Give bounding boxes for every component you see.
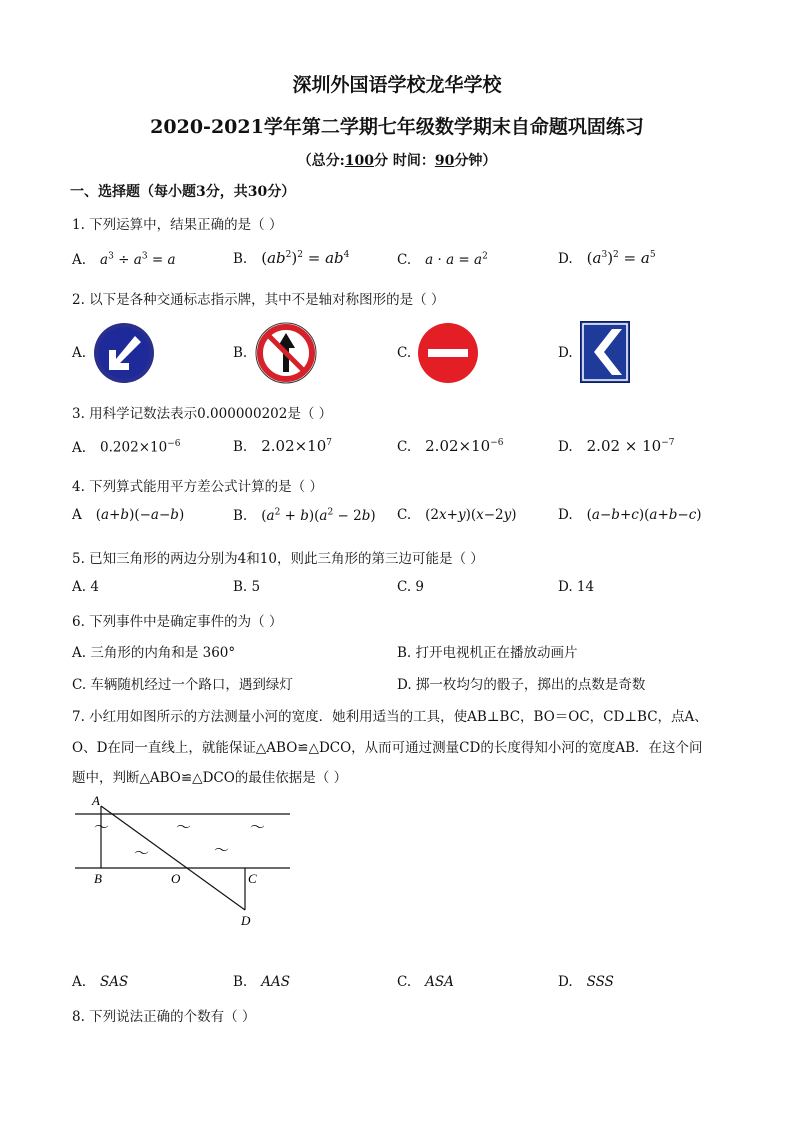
q1-option-c: C. $a \cdot a = a^2$ [397, 251, 488, 268]
q6-option-d: D. 掷一枚均匀的骰子，掷出的点数是奇数 [397, 677, 646, 693]
q6-option-a: A. 三角形的内角和是 360° [72, 645, 236, 661]
total-score: 100 [344, 153, 375, 169]
point-a-label: A [92, 793, 100, 808]
question-8: 8. 下列说法正确的个数有（ ） [72, 1009, 256, 1025]
q2-option-c-label: C. [397, 345, 412, 361]
question-3: 3. 用科学记数法表示0.000000202是（ ） [72, 406, 333, 422]
q4-option-d: D. (a−b+c)(a+b−c) [558, 507, 702, 523]
question-7-line-3: 题中，判断△ABO≌△DCO的最佳依据是（ ） [72, 770, 348, 786]
q3-option-d: D. $2.02 \times 10^{-7}$ [558, 437, 675, 455]
question-2: 2. 以下是各种交通标志指示牌，其中不是轴对称图形的是（ ） [72, 292, 445, 308]
q1-option-b: B. $(ab^2)^2 = ab^4$ [233, 249, 350, 267]
q4-option-c: C. (2x+y)(x−2y) [397, 507, 517, 523]
q4-option-a: A (a+b)(−a−b) [72, 507, 185, 523]
question-7-line-1: 7. 小红用如图所示的方法测量小河的宽度．她利用适当的工具，使AB⊥BC，BO＝OC，CD⊥BC，点A、 [72, 709, 708, 725]
question-7-line-2: O、D在同一直线上，就能保证△ABO≌△DCO，从而可通过测量CD的长度得知小河的宽度AB．在这个问 [72, 740, 703, 756]
exam-meta: （总分:100分 时间：90分钟） [297, 153, 497, 169]
question-5: 5. 已知三角形的两边分别为4和10，则此三角形的第三边可能是（ ） [72, 551, 484, 567]
down-left-arrow-sign-icon [93, 322, 155, 384]
no-entry-sign-icon [417, 322, 479, 384]
wave-mark: ～ [250, 818, 266, 836]
q2-option-b-label: B. [233, 345, 248, 361]
q5-option-a: A. 4 [72, 579, 99, 595]
q1-option-d: D. $(a^3)^2 = a^5$ [558, 249, 656, 267]
q3-option-a: A. $0.202\times 10^{-6}$ [72, 439, 181, 456]
question-1: 1. 下列运算中，结果正确的是（ ） [72, 217, 283, 233]
q7-option-d: D. SSS [558, 974, 614, 990]
q6-option-c: C. 车辆随机经过一个路口，遇到绿灯 [72, 677, 293, 693]
point-b-label: B [94, 871, 102, 886]
wave-mark: ～ [176, 818, 192, 836]
q6-option-b: B. 打开电视机正在播放动画片 [397, 645, 578, 661]
no-straight-sign-icon [255, 322, 317, 384]
point-c-label: C [248, 871, 257, 886]
q2-option-d-label: D. [558, 345, 573, 361]
q5-option-b: B. 5 [233, 579, 261, 595]
q3-option-b: B. $2.02\times 10^7$ [233, 437, 333, 455]
question-4: 4. 下列算式能用平方差公式计算的是（ ） [72, 479, 323, 495]
wave-mark: ～ [94, 818, 110, 836]
wave-mark: ～ [214, 841, 230, 859]
q2-option-a-label: A. [72, 345, 87, 361]
exam-time: 90 [434, 153, 455, 169]
school-title: 深圳外国语学校龙华学校 [292, 74, 502, 96]
q7-option-c: C. ASA [397, 974, 454, 990]
point-o-label: O [171, 871, 181, 886]
question-6: 6. 下列事件中是确定事件的为（ ） [72, 614, 283, 630]
left-chevron-sign-icon [580, 321, 630, 383]
q3-option-c: C. $2.02\times 10^{-6}$ [397, 437, 504, 455]
wave-mark: ～ [134, 844, 150, 862]
q7-option-b: B. AAS [233, 974, 290, 990]
q4-option-b: B. $(a^2 + b)(a^2 - 2b)$ [233, 507, 376, 524]
q5-option-c: C. 9 [397, 579, 425, 595]
q5-option-d: D. 14 [558, 579, 595, 595]
q1-option-a: A. $a^3 \div a^3 = a$ [72, 251, 176, 268]
exam-title: 2020-2021学年第二学期七年级数学期末自命题巩固练习 [150, 116, 644, 138]
point-d-label: D [241, 913, 251, 928]
q7-option-a: A. SAS [72, 974, 129, 990]
river-width-diagram [72, 792, 302, 932]
section-heading: 一、选择题（每小题3分，共30分） [70, 184, 296, 200]
